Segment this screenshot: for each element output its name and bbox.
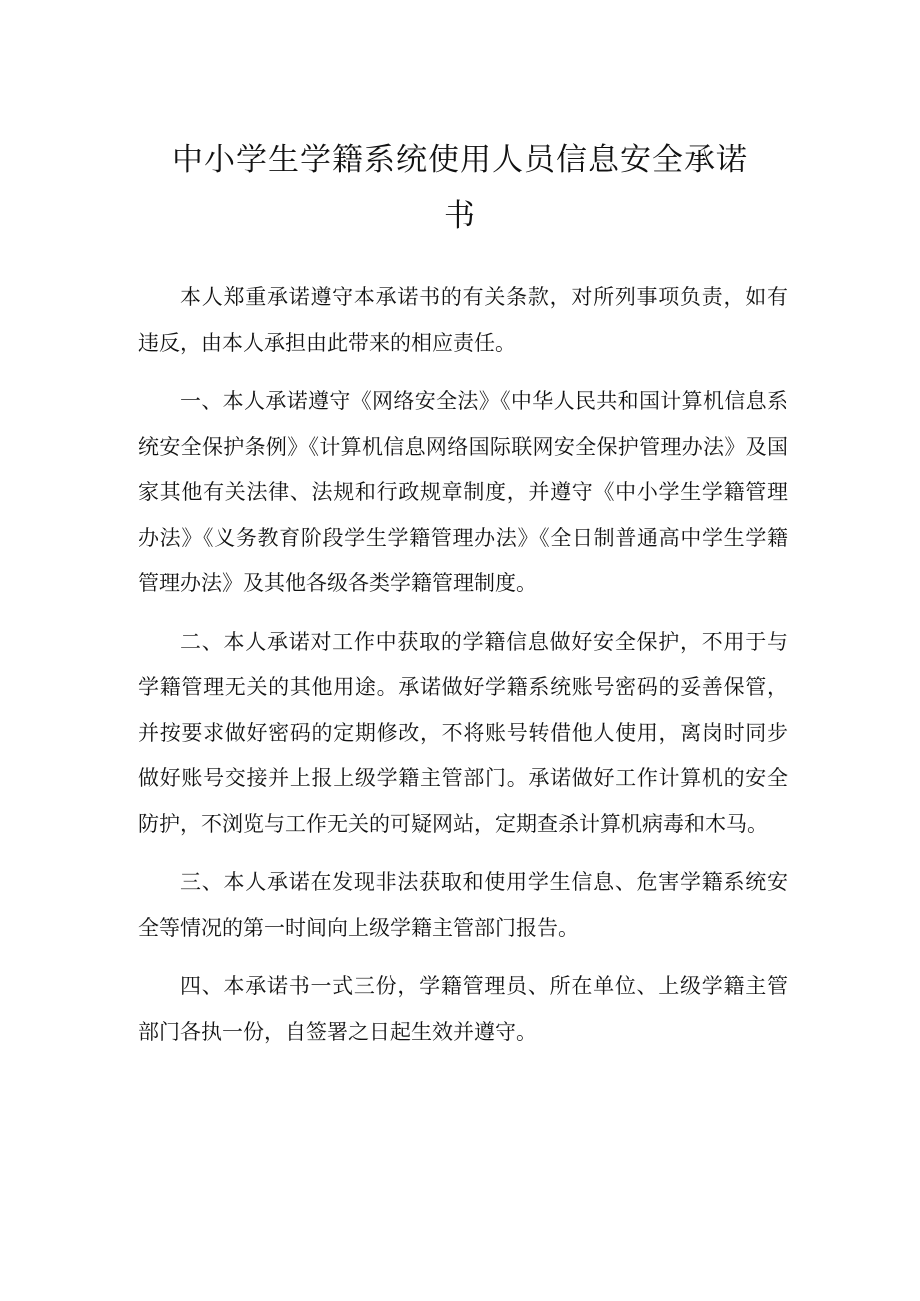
title-line-1: 中小学生学籍系统使用人员信息安全承诺 (172, 142, 748, 178)
paragraph-clause-2: 二、本人承诺对工作中获取的学籍信息做好安全保护，不用于与学籍管理无关的其他用途。承诺做好学籍系统账号密码的妥善保管，并按要求做好密码的定期修改，不将账号转借他人使用，离岗时同步做好账号交接并上报上级学籍主管部门。承诺做好工作计算机的安全防护，不浏览与工作无关的可疑网站，定期查杀计算机病毒和木马。 (138, 629, 788, 836)
paragraph-clause-3: 三、本人承诺在发现非法获取和使用学生信息、危害学籍系统安全等情况的第一时间向上级学籍主管部门报告。 (138, 870, 788, 940)
paragraph-preamble: 本人郑重承诺遵守本承诺书的有关条款，对所列事项负责，如有违反，由本人承担由此带来的相应责任。 (138, 285, 788, 355)
title-line-2: 书 (444, 198, 476, 234)
paragraph-clause-4: 四、本承诺书一式三份，学籍管理员、所在单位、上级学籍主管部门各执一份，自签署之日起生效并遵守。 (138, 974, 788, 1044)
paragraph-clause-1: 一、本人承诺遵守《网络安全法》《中华人民共和国计算机信息系统安全保护条例》《计算机信息网络国际联网安全保护管理办法》及国家其他有关法律、法规和行政规章制度，并遵守《中小学生学籍管理办法》《义务教育阶段学生学籍管理办法》《全日制普通高中学生学籍管理办法》及其他各级各类学籍管理制度。 (138, 389, 788, 595)
document-body (138, 275, 788, 1068)
document-title (120, 132, 800, 244)
